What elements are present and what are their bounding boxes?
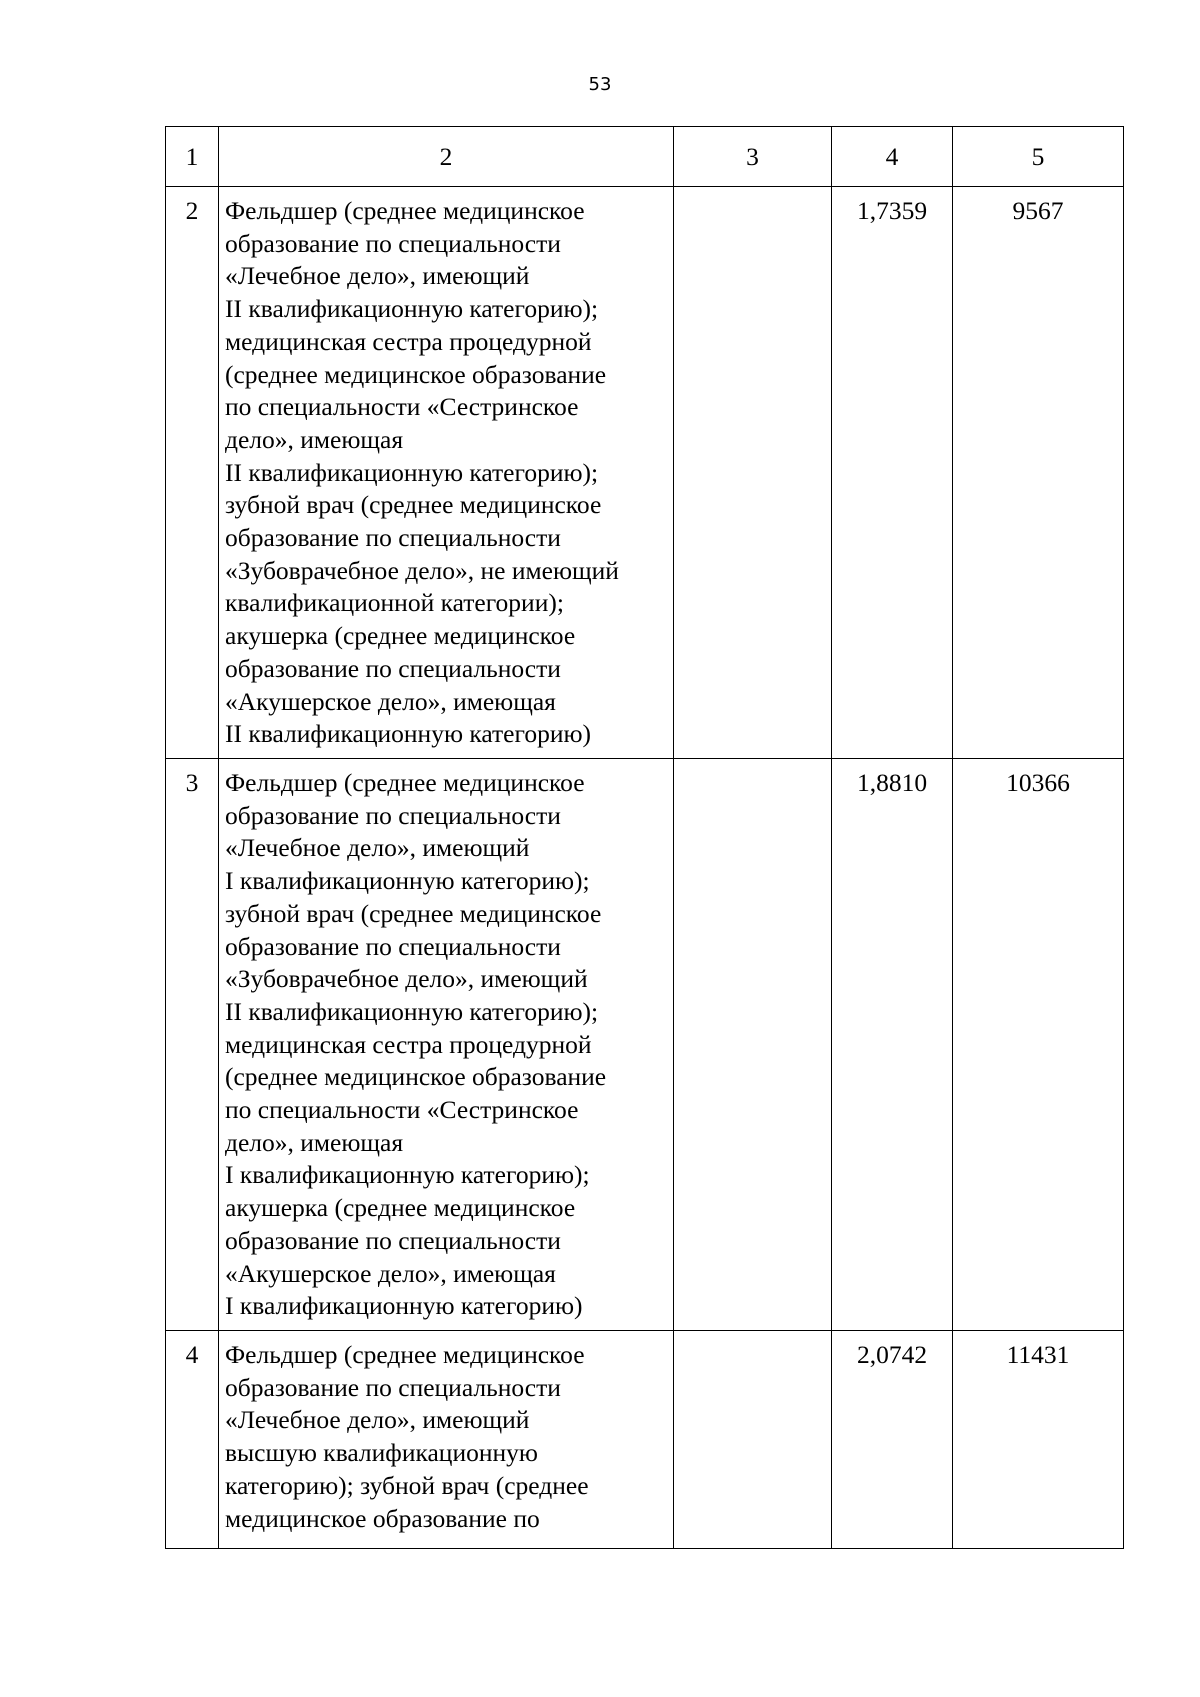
coefficient-value: 1,7359: [832, 187, 953, 759]
description-line: II квалификационную категорию);: [225, 457, 599, 487]
description-line: (среднее медицинское образование: [225, 359, 607, 389]
description-line: акушерка (среднее медицинское: [225, 621, 576, 651]
description-line: Фельдшер (среднее медицинское: [225, 1340, 585, 1369]
description-line: дело», имеющая: [225, 424, 404, 454]
position-description: [219, 187, 674, 759]
description-line: «Акушерское дело», имеющая: [225, 686, 556, 716]
column-3-cell: [674, 759, 832, 1331]
description-line: высшую квалификационную: [225, 1438, 538, 1468]
salary-table: [165, 126, 1124, 1549]
description-line: зубной врач (среднее медицинское: [225, 490, 602, 520]
description-line: I квалификационную категорию);: [225, 1160, 590, 1190]
column-3-cell: [674, 187, 832, 759]
description-line: (среднее медицинское образование: [225, 1062, 607, 1092]
column-3-cell: [674, 1331, 832, 1549]
column-header-2: 2: [219, 127, 674, 187]
row-number: 3: [166, 759, 219, 1331]
amount-value: 9567: [953, 187, 1124, 759]
row-number: 4: [166, 1331, 219, 1549]
description-line: «Зубоврачебное дело», имеющий: [225, 964, 588, 994]
description-line: «Акушерское дело», имеющая: [225, 1258, 556, 1288]
position-description: [219, 1331, 674, 1549]
description-line: «Лечебное дело», имеющий: [225, 833, 530, 863]
description-line: квалификационной категории);: [225, 588, 564, 618]
table-header-row: [166, 127, 1124, 187]
description-line: «Лечебное дело», имеющий: [225, 261, 530, 291]
description-line: образование по специальности: [225, 1372, 561, 1402]
description-line: образование по специальности: [225, 228, 561, 258]
column-header-5: 5: [953, 127, 1124, 187]
description-line: II квалификационную категорию): [225, 719, 592, 749]
description-line: образование по специальности: [225, 653, 561, 683]
column-header-1: 1: [166, 127, 219, 187]
description-line: образование по специальности: [225, 1225, 561, 1255]
column-header-3: 3: [674, 127, 832, 187]
description-line: категорию); зубной врач (среднее: [225, 1470, 589, 1500]
description-line: медицинское образование по: [225, 1503, 540, 1533]
description-line: образование по специальности: [225, 800, 561, 830]
description-line: II квалификационную категорию);: [225, 996, 599, 1026]
description-line: образование по специальности: [225, 931, 561, 961]
description-line: I квалификационную категорию);: [225, 866, 590, 896]
amount-value: 10366: [953, 759, 1124, 1331]
page-number: 53: [588, 74, 612, 95]
column-header-4: 4: [832, 127, 953, 187]
description-line: по специальности «Сестринское: [225, 1095, 579, 1125]
description-line: зубной врач (среднее медицинское: [225, 898, 602, 928]
coefficient-value: 1,8810: [832, 759, 953, 1331]
table-row: [166, 759, 1124, 1331]
description-line: образование по специальности: [225, 523, 561, 553]
description-line: акушерка (среднее медицинское: [225, 1193, 576, 1223]
description-line: по специальности «Сестринское: [225, 392, 579, 422]
description-line: I квалификационную категорию): [225, 1291, 583, 1321]
position-description: [219, 759, 674, 1331]
description-line: Фельдшер (среднее медицинское: [225, 196, 585, 225]
description-line: Фельдшер (среднее медицинское: [225, 768, 585, 797]
description-line: «Зубоврачебное дело», не имеющий: [225, 555, 619, 585]
description-line: «Лечебное дело», имеющий: [225, 1405, 530, 1435]
amount-value: 11431: [953, 1331, 1124, 1549]
description-line: дело», имеющая: [225, 1127, 404, 1157]
description-line: II квалификационную категорию);: [225, 294, 599, 324]
table-row: [166, 1331, 1124, 1549]
coefficient-value: 2,0742: [832, 1331, 953, 1549]
description-line: медицинская сестра процедурной: [225, 1029, 592, 1059]
description-line: медицинская сестра процедурной: [225, 326, 592, 356]
row-number: 2: [166, 187, 219, 759]
table-row: [166, 187, 1124, 759]
